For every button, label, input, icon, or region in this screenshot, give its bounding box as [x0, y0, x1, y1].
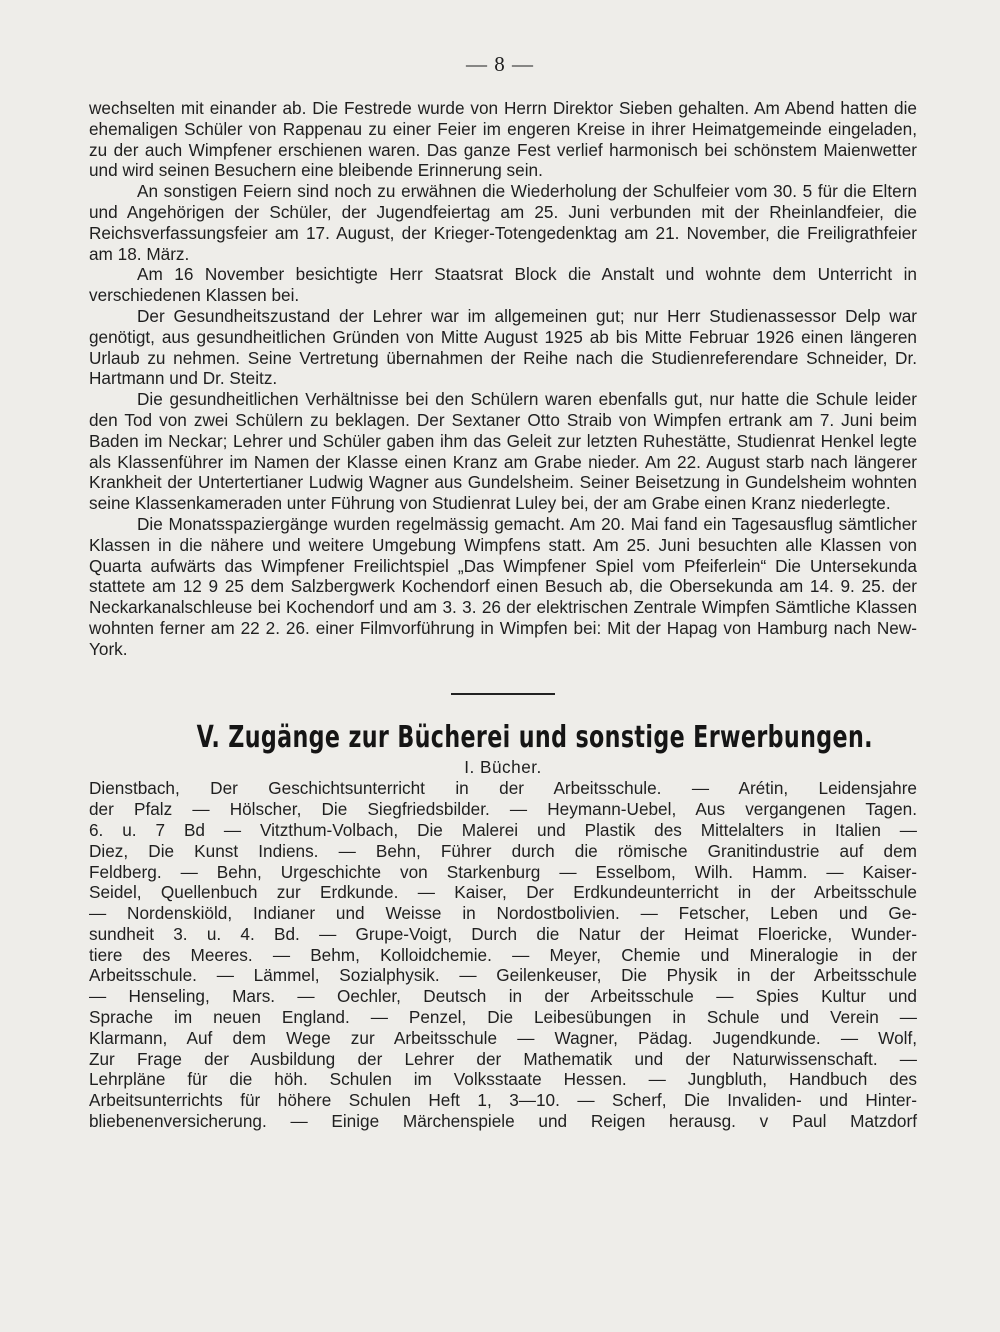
paragraph-spaziergaenge: Die Monatsspaziergänge wurden regelmässig gemacht. Am 20. Mai fand ein Tagesausflug sämtlicher Klassen in die nähere und weitere Umgebung Wimpfens statt. Am 25. Juni besuchten alle Klassen von Quarta aufwärts das Wimpfener Freilichtspiel „Das Wimpfener Spiel vom Pfeiferlein“ Die Untersekunda stattete am 12 9 25 dem Salzbergwerk Kochendorf einen Besuch ab, die Obersekunda am 14. 9. 25. der Neckarkanalschleuse bei Kochendorf und am 3. 3. 26 der elektrischen Zentrale Wimpfen Sämtliche Klassen wohnten ferner am 22 2. 26. einer Filmvorführung in Wimpfen bei: Mit der Hapag von Hamburg nach New-York.	[89, 513, 917, 659]
book-list-line: 6. u. 7 Bd — Vitzthum-Volbach, Die Malerei und Plastik des Mittelalters in Italien —	[89, 819, 917, 840]
section-divider	[451, 693, 555, 695]
book-list	[89, 778, 917, 1132]
page-body	[89, 98, 917, 1132]
book-list-line: tiere des Meeres. — Behm, Kolloidchemie. — Meyer, Chemie und Mineralogie in der	[89, 944, 917, 965]
section-title: V. Zugänge zur Bücherei und sonstige Erwerbungen.	[196, 719, 873, 755]
page-number: — 8 —	[466, 52, 534, 76]
book-list-line: Arbeitsunterrichts für höhere Schulen Heft 1, 3—10. — Scherf, Die Invaliden- und Hinter-	[89, 1090, 917, 1111]
book-list-line: Feldberg. — Behn, Urgeschichte von Starkenburg — Esselbom, Wilh. Hamm. — Kaiser-	[89, 861, 917, 882]
book-list-line: — Nordenskiöld, Indianer und Weisse in Nordostbolivien. — Fetscher, Leben und Ge-	[89, 903, 917, 924]
book-list-line: sundheit 3. u. 4. Bd. — Grupe-Voigt, Durch die Natur der Heimat Floericke, Wunder-	[89, 923, 917, 944]
book-list-line: Klarmann, Auf dem Wege zur Arbeitsschule — Wagner, Pädag. Jugendkunde. — Wolf,	[89, 1027, 917, 1048]
paragraph-festrede: wechselten mit einander ab. Die Festrede wurde von Herrn Direktor Sieben gehalten. Am Abend hatten die ehemaligen Schüler von Rappenau zu einer Feier im engeren Kreise in ihrer Heimatgemeinde eingeladen, zu der auch Wimpfener erschienen waren. Das ganze Fest verlief harmonisch bei schönstem Maienwetter und wird seinen Besuchern eine bleibende Erinnerung sein.	[89, 98, 917, 181]
book-list-line: — Henseling, Mars. — Oechler, Deutsch in der Arbeitsschule — Spies Kultur und	[89, 986, 917, 1007]
book-list-line: Sprache im neuen England. — Penzel, Die Leibesübungen in Schule und Verein —	[89, 1007, 917, 1028]
book-list-line: Diez, Die Kunst Indiens. — Behn, Führer durch die römische Granitindustrie auf dem	[89, 840, 917, 861]
paragraph-feiern: An sonstigen Feiern sind noch zu erwähnen die Wiederholung der Schulfeier vom 30. 5 für die Eltern und Angehörigen der Schüler, der Jugendfeiertag am 25. Juni verbunden mit der Rheinlandfeier, die Reichsverfassungsfeier am 17. August, der Krieger-Totengedenktag am 21. November, die Freiligrathfeier am 18. März.	[89, 181, 917, 264]
book-list-line: Lehrpläne für die höh. Schulen im Volksstaate Hessen. — Jungbluth, Handbuch des	[89, 1069, 917, 1090]
book-list-line: der Pfalz — Hölscher, Die Siegfriedsbilder. — Heymann-Uebel, Aus vergangenen Tagen.	[89, 799, 917, 820]
subheading-buecher: I. Bücher.	[464, 756, 542, 777]
paragraph-gesundheit-schueler: Die gesundheitlichen Verhältnisse bei den Schülern waren ebenfalls gut, nur hatte die Schule leider den Tod von zwei Schülern zu beklagen. Der Sextaner Otto Straib von Wimpfen ertrank am 7. Juni beim Baden im Neckar; Lehrer und Schüler gaben ihm das Geleit zur letzten Ruhestätte, Studienrat Henkel legte als Klassenführer im Namen der Klasse einen Kranz am Grabe nieder. Am 22. August starb nach längerer Krankheit der Untertertianer Ludwig Wagner aus Gundelsheim. Seiner Beisetzung in Gundelsheim wohnten seine Klassenkameraden unter Führung von Studienrat Luley bei, der am Grabe einen Kranz niederlegte.	[89, 389, 917, 514]
book-list-line: Arbeitsschule. — Lämmel, Sozialphysik. — Geilenkeuser, Die Physik in der Arbeitsschule	[89, 965, 917, 986]
book-list-line: Zur Frage der Ausbildung der Lehrer der Mathematik und der Naturwissenschaft. —	[89, 1048, 917, 1069]
book-list-line: Seidel, Quellenbuch zur Erdkunde. — Kaiser, Der Erdkundeunterricht in der Arbeitsschule	[89, 882, 917, 903]
paragraph-gesundheit-lehrer: Der Gesundheitszustand der Lehrer war im allgemeinen gut; nur Herr Studienassessor Delp war genötigt, aus gesundheitlichen Gründen von Mitte August 1925 ab bis Mitte Februar 1926 einen längeren Urlaub zu nehmen. Seine Vertretung übernahmen der Reihe nach die Studienreferendare Schneider, Dr. Hartmann und Dr. Steitz.	[89, 305, 917, 389]
book-list-line: bliebenenversicherung. — Einige Märchenspiele und Reigen herausg. v Paul Matzdorf	[89, 1111, 917, 1132]
paragraph-besichtigung: Am 16 November besichtigte Herr Staatsrat Block die Anstalt und wohnte dem Unterricht in verschiedenen Klassen bei.	[89, 264, 917, 306]
book-list-line: Dienstbach, Der Geschichtsunterricht in der Arbeitsschule. — Arétin, Leidensjahre	[89, 778, 917, 799]
